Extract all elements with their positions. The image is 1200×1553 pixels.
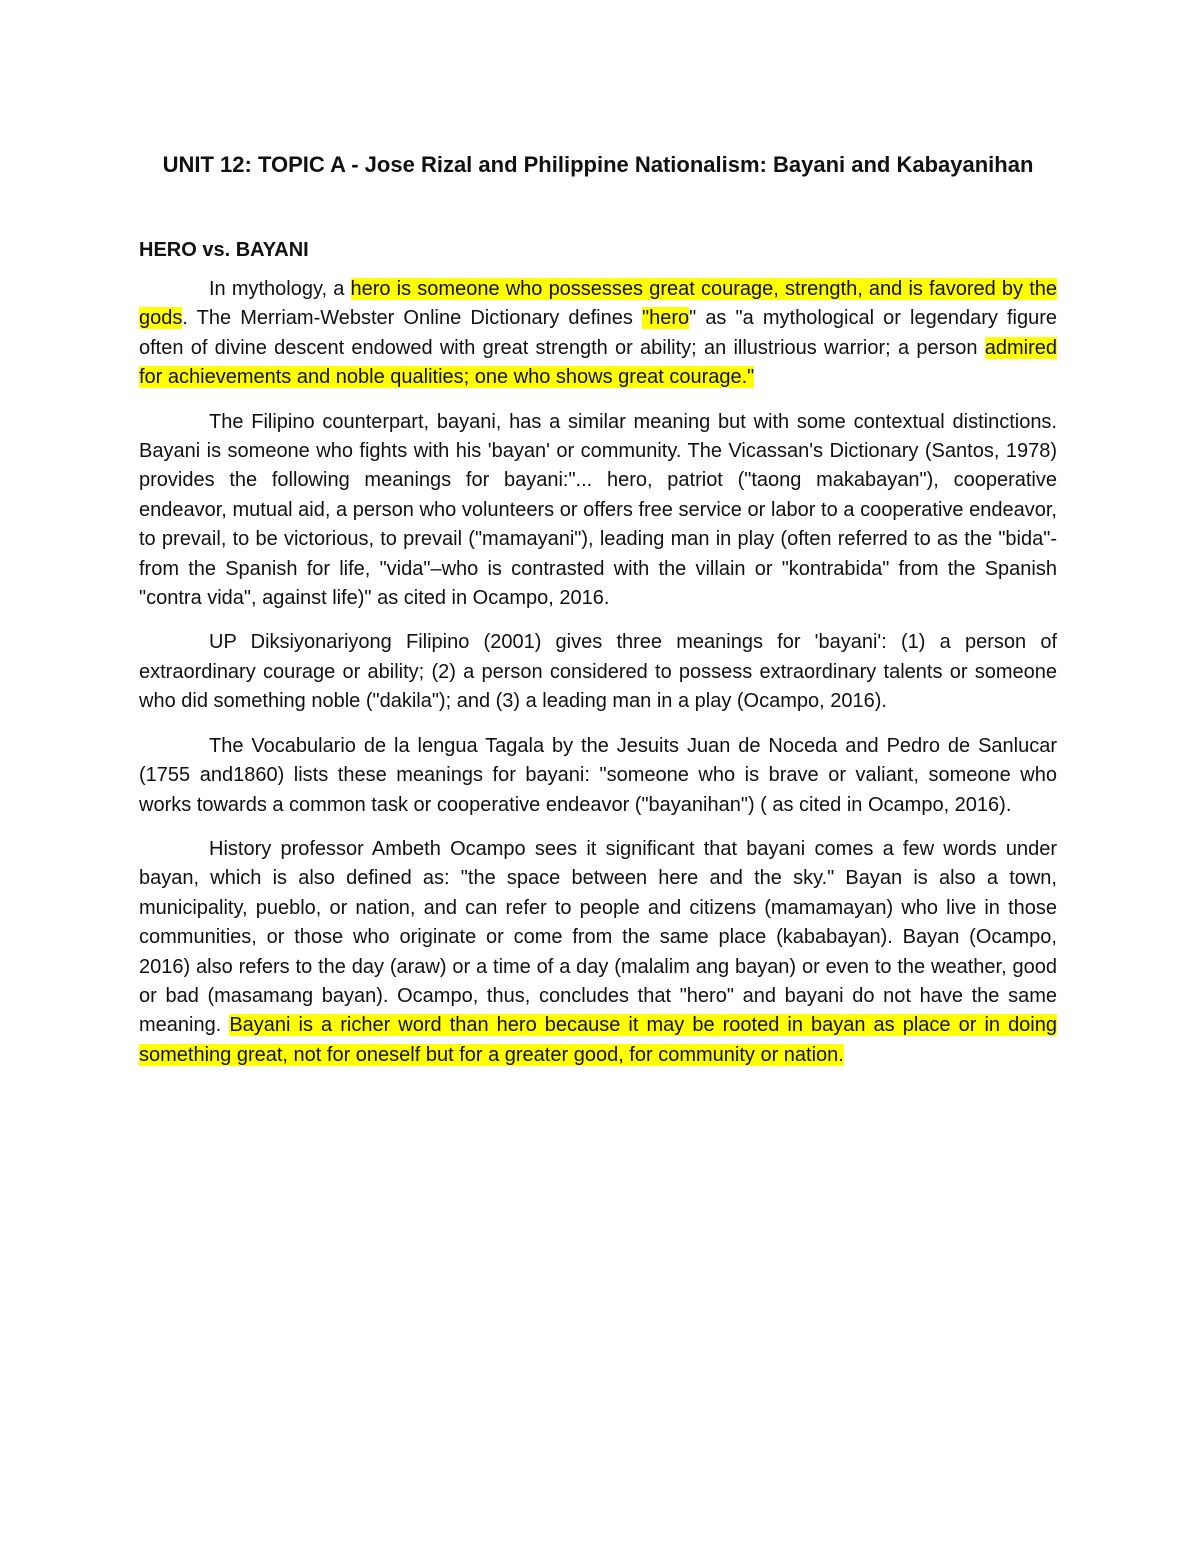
paragraph-hero-definition	[139, 275, 1057, 393]
text-run: " as "a mythological or legendary figure often of divine descent endowed with great strength or ability; an illustrious warrior; a person	[139, 307, 1057, 359]
paragraph-filipino-counterpart	[139, 408, 1057, 614]
highlighted-text: Bayani is a richer word than hero because it may be rooted in bayan as place or in doing something great, not for oneself but for a greater good, for community or nation.	[139, 1014, 1057, 1066]
highlighted-text: hero is someone who possesses great courage, strength, and is favored by the gods	[139, 278, 1057, 330]
document-title: UNIT 12: TOPIC A - Jose Rizal and Philippine Nationalism: Bayani and Kabayanihan	[162, 152, 1034, 177]
text-run: UP Diksiyonariyong Filipino (2001) gives three meanings for 'bayani': (1) a person of extraordinary courage or ability; (2) a person considered to possess extraordinary talents or someone who did something noble ("dakila"); and (3) a leading man in a play (Ocampo, 2016).	[139, 631, 1057, 713]
highlighted-text: "hero	[641, 307, 690, 330]
text-run: History professor Ambeth Ocampo sees it significant that bayani comes a few words under bayan, which is also defined as: "the space between here and the sky." Bayan is also a town, municipality, pueblo, or nation, and can refer to people and citizens (mamamayan) who live in those communities, or those who originate or come from the same place (kababayan). Bayan (Ocampo, 2016) also refers to the day (araw) or a time of a day (malalim ang bayan) or even to the weather, good or bad (masamang bayan). Ocampo, thus, concludes that "hero" and bayani do not have the same meaning.	[139, 837, 1057, 1037]
paragraph-up-diksiyonaryo	[139, 628, 1057, 716]
text-run: The Filipino counterpart, bayani, has a similar meaning but with some contextual distinctions. Bayani is someone who fights with his 'bayan' or community. The Vicassan's Dictionary (Santos, 1978) provides the following meanings for bayani:"... hero, patriot ("taong makabayan"), cooperative endeavor, mutual aid, a person who volunteers or offers free service or labor to a cooperative endeavor, to prevail, to be victorious, to prevail ("mamayani"), leading man in play (often referred to as the "bida"- from the Spanish for life, "vida"–who is contrasted with the villain or "kontrabida" from the Spanish "contra vida", against life)" as cited in Ocampo, 2016.	[139, 410, 1057, 610]
paragraph-vocabulario	[139, 732, 1057, 820]
section-heading: HERO vs. BAYANI	[139, 239, 309, 261]
text-run: The Vocabulario de la lengua Tagala by the Jesuits Juan de Noceda and Pedro de Sanlucar (1755 and1860) lists these meanings for bayani: "someone who is brave or valiant, someone who works towards a common task or cooperative endeavor ("bayanihan") ( as cited in Ocampo, 2016).	[139, 734, 1057, 816]
document-page	[139, 140, 1057, 1070]
paragraph-ocampo	[139, 835, 1057, 1070]
text-run: In mythology, a	[209, 278, 351, 300]
text-run: . The Merriam-Webster Online Dictionary defines	[182, 307, 642, 330]
highlighted-text: admired for achievements and noble qualities; one who shows great courage."	[139, 336, 1057, 389]
